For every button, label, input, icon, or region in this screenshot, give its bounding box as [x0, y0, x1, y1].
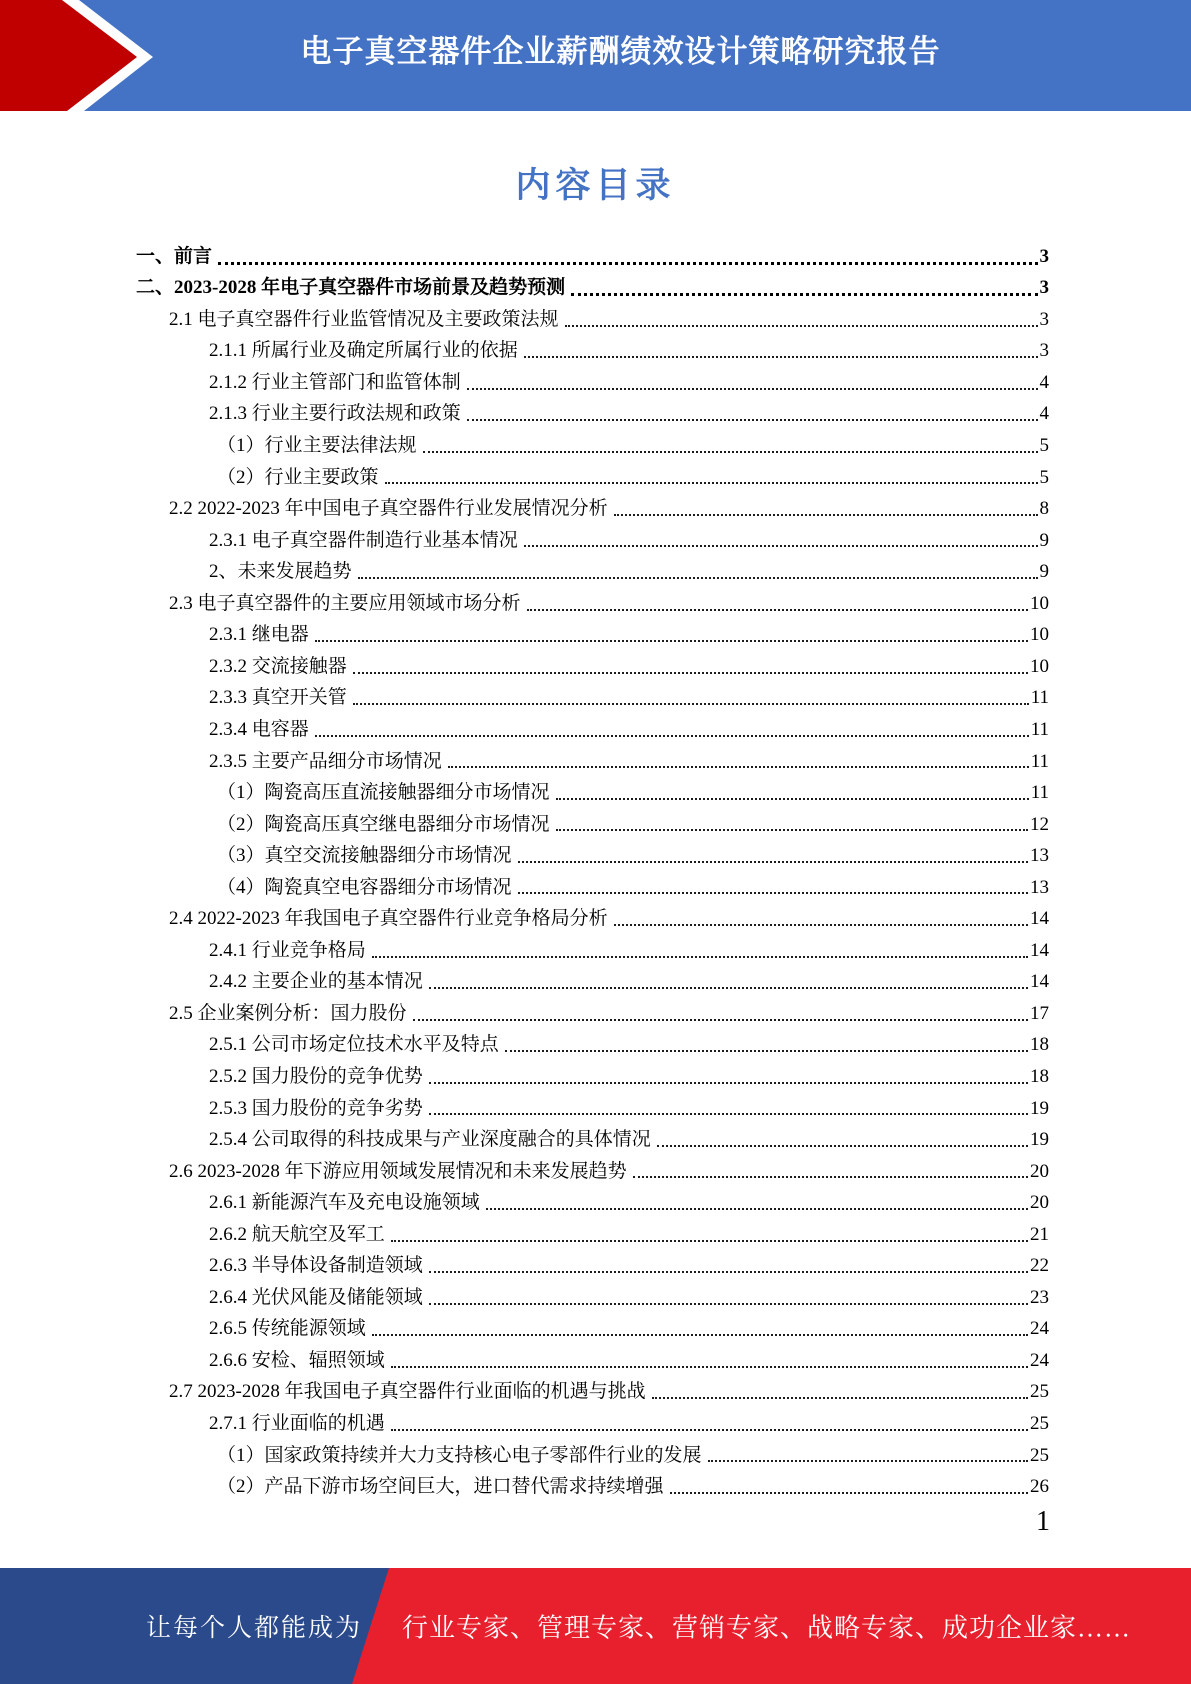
toc-entry-leader — [353, 672, 1028, 674]
toc-entry-text: （1）国家政策持续并大力支持核心电子零部件行业的发展 — [217, 1444, 702, 1466]
toc-entry — [136, 1120, 1049, 1152]
toc-entry-text: 2.1 电子真空器件行业监管情况及主要政策法规 — [169, 308, 559, 330]
toc-entry-page: 12 — [1030, 813, 1049, 835]
toc-entry — [136, 584, 1049, 616]
toc-entry-page: 13 — [1030, 845, 1049, 867]
toc-entry — [136, 363, 1049, 395]
toc-entry-page: 25 — [1030, 1412, 1049, 1434]
toc-entry-leader — [423, 451, 1038, 453]
toc-entry-text: 2.6 2023-2028 年下游应用领域发展情况和未来发展趋势 — [169, 1160, 627, 1182]
toc-entry-text: 2.4.1 行业竞争格局 — [209, 939, 366, 961]
toc-entry-page: 3 — [1039, 308, 1049, 330]
report-title: 电子真空器件企业薪酬绩效设计策略研究报告 — [300, 34, 941, 69]
toc-entry-leader — [372, 956, 1028, 958]
toc-entry-text: 2.2 2022-2023 年中国电子真空器件行业发展情况分析 — [169, 498, 608, 520]
toc-entry-leader — [353, 703, 1029, 705]
page-footer — [0, 1568, 1191, 1684]
toc-entry-leader — [486, 1208, 1028, 1210]
toc-entry — [136, 899, 1049, 931]
toc-entry — [136, 1026, 1049, 1058]
toc-entry-page: 11 — [1030, 782, 1049, 804]
toc-entry-text: 二、2023-2028 年电子真空器件市场前景及趋势预测 — [136, 277, 566, 299]
toc-entry — [136, 805, 1049, 837]
toc-entry-text: （2）产品下游市场空间巨大，进口替代需求持续增强 — [217, 1476, 664, 1498]
toc-entry-leader — [218, 262, 1037, 265]
toc-entry-text: （1）行业主要法律法规 — [217, 435, 417, 457]
toc-entry — [136, 931, 1049, 963]
toc-entry — [136, 616, 1049, 648]
toc-entry — [136, 300, 1049, 332]
toc-entry-text: 2.5.2 国力股份的竞争优势 — [209, 1065, 423, 1087]
toc-entry-page: 4 — [1039, 371, 1049, 393]
toc-entry-text: （1）陶瓷高压直流接触器细分市场情况 — [217, 782, 550, 804]
toc-entry-leader — [429, 1303, 1028, 1305]
toc-entry-page: 9 — [1039, 561, 1049, 583]
toc-entry-leader — [556, 829, 1028, 831]
toc-entry-text: 2.6.5 传统能源领域 — [209, 1318, 366, 1340]
toc-entry-leader — [429, 987, 1028, 989]
toc-entry-page: 26 — [1030, 1476, 1049, 1498]
toc-entry-leader — [524, 356, 1038, 358]
toc-entry-page: 3 — [1039, 245, 1049, 267]
toc-entry — [136, 237, 1049, 269]
toc-entry-page: 25 — [1030, 1381, 1049, 1403]
toc-entry-page: 24 — [1030, 1349, 1049, 1371]
toc-entry — [136, 679, 1049, 711]
toc-entry-leader — [556, 798, 1029, 800]
toc-entry-page: 14 — [1030, 971, 1049, 993]
toc-entry-text: 2.6.3 半导体设备制造领域 — [209, 1255, 423, 1277]
toc-entry-page: 19 — [1030, 1097, 1049, 1119]
toc-entry-text: 2.6.6 安检、辐照领域 — [209, 1349, 385, 1371]
toc-entry-page: 19 — [1030, 1129, 1049, 1151]
toc-entry-page: 14 — [1030, 939, 1049, 961]
toc-entry-leader — [429, 1271, 1028, 1273]
toc-entry-text: 2.3.5 主要产品细分市场情况 — [209, 750, 442, 772]
toc-entry-leader — [652, 1397, 1028, 1399]
toc-entry-leader — [315, 640, 1028, 642]
toc-entry-page: 18 — [1030, 1034, 1049, 1056]
toc-entry-page: 18 — [1030, 1065, 1049, 1087]
toc-entry-text: （2）陶瓷高压真空继电器细分市场情况 — [217, 813, 550, 835]
toc-entry-page: 10 — [1030, 655, 1049, 677]
toc-entry-page: 5 — [1039, 466, 1049, 488]
toc-entry-leader — [429, 1113, 1028, 1115]
toc-entry-text: （2）行业主要政策 — [217, 466, 379, 488]
toc-entry-page: 11 — [1030, 750, 1049, 772]
toc-entry — [136, 1215, 1049, 1247]
footer-slogan-right: 行业专家、管理专家、营销专家、战略专家、成功企业家…… — [402, 1613, 1132, 1643]
toc-entry-leader — [518, 861, 1028, 863]
toc-entry-leader — [708, 1460, 1028, 1462]
toc-entry — [136, 836, 1049, 868]
toc-entry-text: 2.3.3 真空开关管 — [209, 687, 347, 709]
toc-entry — [136, 868, 1049, 900]
toc-entry — [136, 742, 1049, 774]
toc-entry — [136, 1341, 1049, 1373]
toc-entry-leader — [315, 735, 1029, 737]
toc-entry-text: 2.4.2 主要企业的基本情况 — [209, 971, 423, 993]
toc-list — [136, 237, 1049, 1499]
toc-entry — [136, 458, 1049, 490]
toc-entry-leader — [467, 419, 1038, 421]
toc-entry-text: 2.3 电子真空器件的主要应用领域市场分析 — [169, 592, 521, 614]
toc-entry — [136, 647, 1049, 679]
toc-entry-text: 2.3.4 电容器 — [209, 718, 309, 740]
toc-entry-page: 24 — [1030, 1318, 1049, 1340]
toc-entry-text: 2、未来发展趋势 — [209, 561, 352, 583]
toc-entry-leader — [614, 924, 1028, 926]
toc-entry-page: 5 — [1039, 435, 1049, 457]
toc-entry-leader — [467, 388, 1038, 390]
toc-entry-text: （4）陶瓷真空电容器细分市场情况 — [217, 876, 512, 898]
toc-entry-text: 2.7.1 行业面临的机遇 — [209, 1412, 385, 1434]
toc-entry-page: 25 — [1030, 1444, 1049, 1466]
toc-entry — [136, 963, 1049, 995]
toc-entry-leader — [372, 1334, 1028, 1336]
page-header — [0, 0, 1191, 111]
toc-entry — [136, 1152, 1049, 1184]
toc-entry-leader — [614, 514, 1038, 516]
toc-entry-page: 22 — [1030, 1255, 1049, 1277]
toc-entry-page: 10 — [1030, 624, 1049, 646]
toc-entry — [136, 710, 1049, 742]
toc-entry-leader — [391, 1429, 1028, 1431]
toc-entry — [136, 1247, 1049, 1279]
toc-entry — [136, 395, 1049, 427]
toc-entry-leader — [527, 609, 1028, 611]
toc-entry-page: 8 — [1039, 498, 1049, 520]
toc-entry — [136, 1310, 1049, 1342]
toc-entry-leader — [391, 1240, 1028, 1242]
toc-entry-page: 14 — [1030, 908, 1049, 930]
toc-entry-page: 11 — [1030, 687, 1049, 709]
toc-entry-page: 3 — [1039, 340, 1049, 362]
toc-entry-page: 20 — [1030, 1160, 1049, 1182]
red-chevron-icon — [0, 0, 170, 111]
toc-entry-page: 23 — [1030, 1286, 1049, 1308]
toc-entry-text: 一、前言 — [136, 245, 213, 267]
toc-entry-text: 2.7 2023-2028 年我国电子真空器件行业面临的机遇与挑战 — [169, 1381, 646, 1403]
toc-entry — [136, 773, 1049, 805]
toc-entry-text: 2.5 企业案例分析：国力股份 — [169, 1002, 407, 1024]
toc-entry — [136, 426, 1049, 458]
toc-entry — [136, 1373, 1049, 1405]
toc-entry-page: 4 — [1039, 403, 1049, 425]
toc-entry-text: 2.1.2 行业主管部门和监管体制 — [209, 371, 461, 393]
toc-entry-leader — [633, 1176, 1028, 1178]
toc-entry-text: 2.4 2022-2023 年我国电子真空器件行业竞争格局分析 — [169, 908, 608, 930]
toc-entry-leader — [448, 766, 1029, 768]
toc-entry — [136, 269, 1049, 301]
toc-entry-text: 2.5.4 公司取得的科技成果与产业深度融合的具体情况 — [209, 1129, 651, 1151]
toc-entry — [136, 1278, 1049, 1310]
toc-entry-text: 2.3.1 继电器 — [209, 624, 309, 646]
toc-entry — [136, 1467, 1049, 1499]
toc-entry-text: 2.1.1 所属行业及确定所属行业的依据 — [209, 340, 518, 362]
toc-entry — [136, 1183, 1049, 1215]
toc-entry — [136, 1057, 1049, 1089]
toc-entry-page: 20 — [1030, 1192, 1049, 1214]
toc-entry-leader — [385, 482, 1038, 484]
toc-entry-page: 17 — [1030, 1002, 1049, 1024]
footer-slogan-left: 让每个人都能成为 — [146, 1615, 363, 1642]
toc-entry-leader — [524, 545, 1038, 547]
toc-entry-text: 2.6.1 新能源汽车及充电设施领域 — [209, 1192, 480, 1214]
toc-entry-leader — [391, 1366, 1028, 1368]
toc-entry-leader — [505, 1050, 1028, 1052]
toc-entry — [136, 1089, 1049, 1121]
toc-entry — [136, 994, 1049, 1026]
page-number: 1 — [1036, 1506, 1050, 1537]
toc-entry-text: 2.3.2 交流接触器 — [209, 655, 347, 677]
toc-entry-page: 3 — [1039, 277, 1049, 299]
toc-entry-leader — [358, 577, 1038, 579]
toc-entry-leader — [670, 1492, 1028, 1494]
toc-entry-text: 2.3.1 电子真空器件制造行业基本情况 — [209, 529, 518, 551]
toc-entry-leader — [565, 325, 1038, 327]
toc-entry — [136, 489, 1049, 521]
toc-entry — [136, 521, 1049, 553]
toc-entry-leader — [571, 293, 1037, 296]
toc-entry-leader — [657, 1145, 1028, 1147]
toc-entry-page: 13 — [1030, 876, 1049, 898]
toc-title: 内容目录 — [515, 166, 676, 205]
toc-entry — [136, 1404, 1049, 1436]
toc-entry-leader — [518, 892, 1028, 894]
toc-entry — [136, 1436, 1049, 1468]
toc-entry-text: 2.6.4 光伏风能及储能领域 — [209, 1286, 423, 1308]
toc-entry — [136, 332, 1049, 364]
toc-entry-leader — [413, 1019, 1028, 1021]
toc-entry-page: 21 — [1030, 1223, 1049, 1245]
toc-entry-page: 9 — [1039, 529, 1049, 551]
toc-entry — [136, 552, 1049, 584]
toc-entry-text: （3）真空交流接触器细分市场情况 — [217, 845, 512, 867]
toc-entry-page: 10 — [1030, 592, 1049, 614]
toc-entry-text: 2.5.1 公司市场定位技术水平及特点 — [209, 1034, 499, 1056]
toc-entry-leader — [429, 1082, 1028, 1084]
toc-entry-text: 2.1.3 行业主要行政法规和政策 — [209, 403, 461, 425]
toc-entry-text: 2.6.2 航天航空及军工 — [209, 1223, 385, 1245]
toc-entry-page: 11 — [1030, 718, 1049, 740]
toc-entry-text: 2.5.3 国力股份的竞争劣势 — [209, 1097, 423, 1119]
